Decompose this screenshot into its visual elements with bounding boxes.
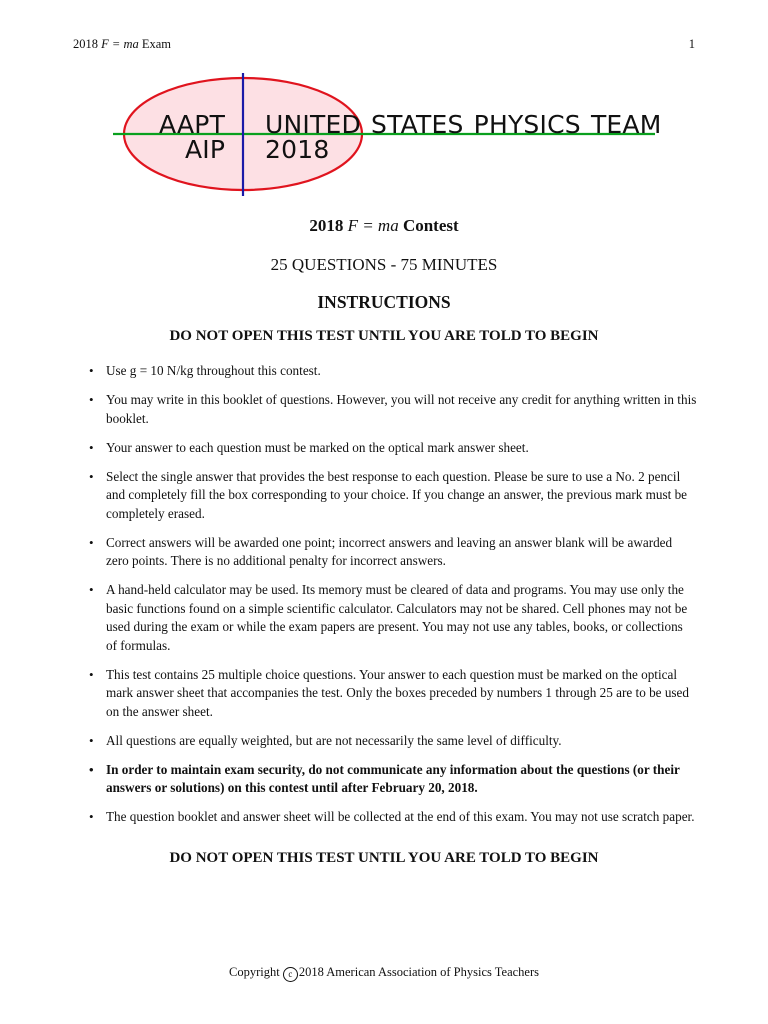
page-number: 1 bbox=[688, 37, 695, 51]
instruction-item: • The question booklet and answer sheet will be collected at the end of this exam. You may not use scratch paper. bbox=[89, 808, 697, 827]
logo-graphic bbox=[0, 0, 768, 210]
contest-title-word: Contest bbox=[402, 216, 459, 235]
copyright-prefix: Copyright bbox=[229, 965, 280, 979]
warning-bottom: DO NOT OPEN THIS TEST UNTIL YOU ARE TOLD TO BEGIN bbox=[169, 850, 599, 866]
instruction-item: • A hand-held calculator may be used. Its memory must be cleared of data and programs. You may use only the basic functions found on a simple scientific calculator. Calculators may not be shared. Cell phones may not be used during the exam or while the exam papers are present. You may not use any tables, books, or collections of formulas. bbox=[89, 581, 697, 655]
logo-aapt: AAPT bbox=[159, 110, 226, 139]
instruction-item: • Your answer to each question must be marked on the optical mark answer sheet. bbox=[89, 439, 697, 458]
logo-year: 2018 bbox=[265, 135, 330, 164]
copyright-text: 2018 American Association of Physics Teachers bbox=[298, 965, 539, 979]
instruction-item: • Use g = 10 N/kg throughout this contest. bbox=[89, 362, 697, 381]
header-suffix: Exam bbox=[141, 37, 172, 51]
logo-usa-physics-team: UNITED STATES PHYSICS TEAM bbox=[265, 110, 662, 139]
instruction-item: • All questions are equally weighted, but are not necessarily the same level of difficulty. bbox=[89, 732, 697, 751]
copyright-footer bbox=[0, 965, 768, 982]
copyright-icon: c bbox=[283, 967, 298, 982]
instructions-heading: INSTRUCTIONS bbox=[317, 292, 451, 312]
instruction-item: • Correct answers will be awarded one point; incorrect answers and leaving an answer blank will be awarded zero points. There is no additional penalty for incorrect answers. bbox=[89, 534, 697, 571]
warning-top: DO NOT OPEN THIS TEST UNTIL YOU ARE TOLD TO BEGIN bbox=[169, 328, 599, 344]
contest-title-year: 2018 bbox=[309, 216, 344, 235]
header-year: 2018 bbox=[73, 37, 98, 51]
questions-duration: 25 QUESTIONS - 75 MINUTES bbox=[270, 255, 498, 274]
contest-title-formula: F = ma bbox=[347, 216, 399, 235]
instructions-list bbox=[89, 362, 697, 837]
instruction-item: • Select the single answer that provides the best response to each question. Please be sure to use a No. 2 pencil and completely fill the box corresponding to your choice. If you change an answer, the previous mark must be completely erased. bbox=[89, 468, 697, 524]
contest-title bbox=[0, 216, 768, 236]
instruction-item-security: • In order to maintain exam security, do not communicate any information about the questions (or their answers or solutions) on this contest until after February 20, 2018. bbox=[89, 761, 697, 798]
logo-aip: AIP bbox=[185, 135, 226, 164]
instruction-item: • This test contains 25 multiple choice questions. Your answer to each question must be marked on the optical mark answer sheet that accompanies the test. Only the boxes preceded by numbers 1 through 25 are to be used on the answer sheet. bbox=[89, 666, 697, 722]
instruction-item: • You may write in this booklet of questions. However, you will not receive any credit for anything written in this booklet. bbox=[89, 391, 697, 428]
header-formula: F = ma bbox=[101, 37, 139, 51]
